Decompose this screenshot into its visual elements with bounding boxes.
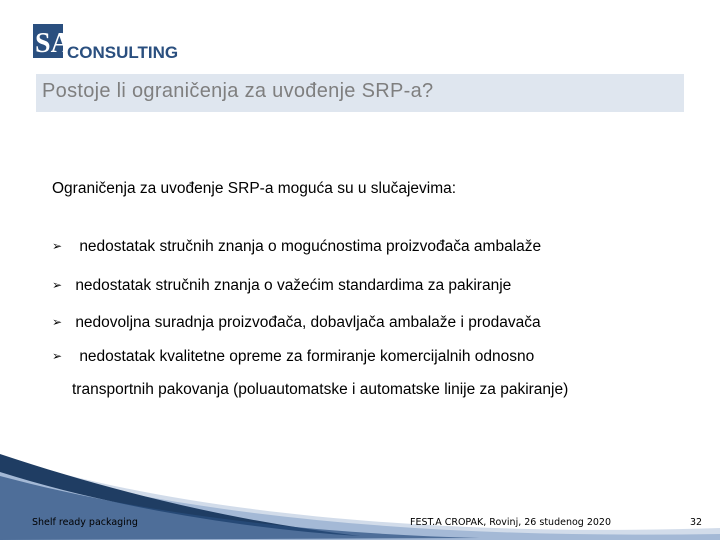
list-item-text: nedovoljna suradnja proizvođača, dobavljača ambalaže i prodavača [75,314,541,331]
list-item [52,348,534,366]
logo-text: CONSULTING [67,43,179,62]
logo-mark: SA [35,28,71,59]
arrow-bullet-icon: ➢ [52,239,63,253]
footer-center-text: FEST.A CROPAK, Rovinj, 26 studenog 2020 [410,517,611,528]
list-item-text: nedostatak stručnih znanja o mogućnostima proizvođača ambalaže [79,238,542,255]
footer-left-text: Shelf ready packaging [32,517,138,528]
arrow-bullet-icon: ➢ [52,349,63,363]
arrow-bullet-icon: ➢ [52,278,63,292]
list-item [52,238,541,256]
arrow-bullet-icon: ➢ [52,315,63,329]
intro-text: Ograničenja za uvođenje SRP-a moguća su u slučajevima: [52,180,457,197]
list-item [52,277,511,295]
company-logo [33,22,183,64]
page-number: 32 [690,517,703,528]
list-item-text: nedostatak stručnih znanja o važećim standardima za pakiranje [75,277,512,294]
list-item-text: nedostatak kvalitetne opreme za formiranje komercijalnih odnosno [79,348,535,365]
list-item [52,314,541,332]
list-item-continuation: transportnih pakovanja (poluautomatske i automatske linije za pakiranje) [72,381,569,398]
slide-title: Postoje li ograničenja za uvođenje SRP-a? [42,80,434,102]
